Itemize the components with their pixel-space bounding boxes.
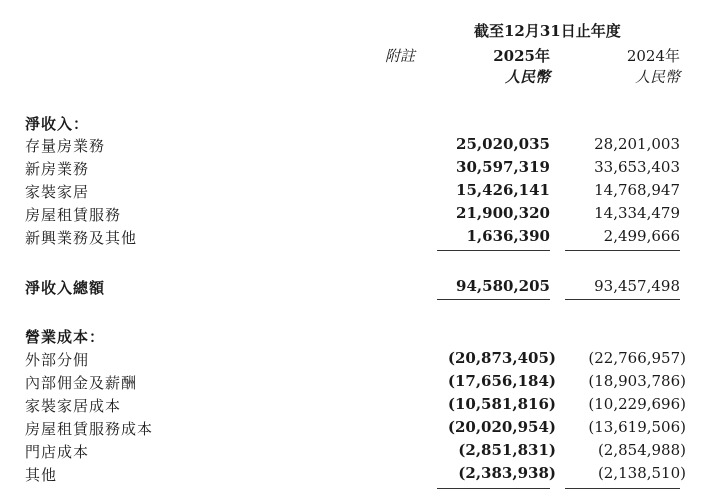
total-rule-2024	[565, 299, 680, 300]
total-rule-2025	[437, 299, 550, 300]
value-2025: 30,597,319	[456, 158, 550, 176]
total-value-2024: 93,457,498	[594, 277, 680, 295]
row-label: 內部佣金及薪酬	[25, 374, 138, 392]
value-2024: (2,854,988)	[597, 441, 686, 459]
subtotal-rule-2025	[437, 250, 550, 251]
row-label: 家裝家居	[25, 183, 90, 201]
row-label: 房屋租賃服務成本	[25, 420, 154, 438]
value-2025: (10,581,816)	[447, 395, 556, 413]
unit-2025-header: 人民幣	[504, 68, 550, 86]
cost-subtotal-rule-2025	[437, 488, 550, 489]
value-2025: (20,020,954)	[447, 418, 556, 436]
value-2024: 14,334,479	[594, 204, 680, 222]
year-2024-header: 2024年	[626, 47, 680, 65]
row-label: 存量房業務	[25, 137, 106, 155]
period-header: 截至12月31日止年度	[474, 22, 621, 40]
value-2024: (2,138,510)	[597, 464, 686, 482]
value-2024: (10,229,696)	[588, 395, 686, 413]
row-label: 門店成本	[25, 443, 90, 461]
subtotal-rule-2024	[565, 250, 680, 251]
value-2024: 33,653,403	[594, 158, 680, 176]
cost-subtotal-rule-2024	[565, 488, 680, 489]
value-2024: 14,768,947	[594, 181, 680, 199]
value-2025: (20,873,405)	[447, 349, 556, 367]
value-2025: 15,426,141	[456, 181, 550, 199]
note-column-header: 附註	[385, 47, 416, 65]
value-2025: 25,020,035	[456, 135, 550, 153]
year-2025-header: 2025年	[493, 47, 550, 65]
row-label: 其他	[25, 466, 58, 484]
value-2025: 1,636,390	[466, 227, 550, 245]
value-2024: (22,766,957)	[588, 349, 686, 367]
cost-of-revenues-title: 營業成本：	[25, 328, 106, 346]
value-2024: (18,903,786)	[588, 372, 686, 390]
value-2024: (13,619,506)	[588, 418, 686, 436]
total-value-2025: 94,580,205	[456, 277, 550, 295]
net-revenues-title: 淨收入：	[25, 115, 90, 133]
value-2025: (2,383,938)	[458, 464, 556, 482]
row-label: 外部分佣	[25, 351, 90, 369]
value-2025: (17,656,184)	[447, 372, 556, 390]
row-label: 房屋租賃服務	[25, 206, 122, 224]
value-2024: 2,499,666	[603, 227, 680, 245]
row-label: 家裝家居成本	[25, 397, 122, 415]
row-label: 新興業務及其他	[25, 229, 138, 247]
value-2025: (2,851,831)	[458, 441, 556, 459]
value-2024: 28,201,003	[594, 135, 680, 153]
net-revenues-total-label: 淨收入總額	[25, 279, 106, 297]
unit-2024-header: 人民幣	[634, 68, 680, 86]
value-2025: 21,900,320	[456, 204, 550, 222]
row-label: 新房業務	[25, 160, 90, 178]
